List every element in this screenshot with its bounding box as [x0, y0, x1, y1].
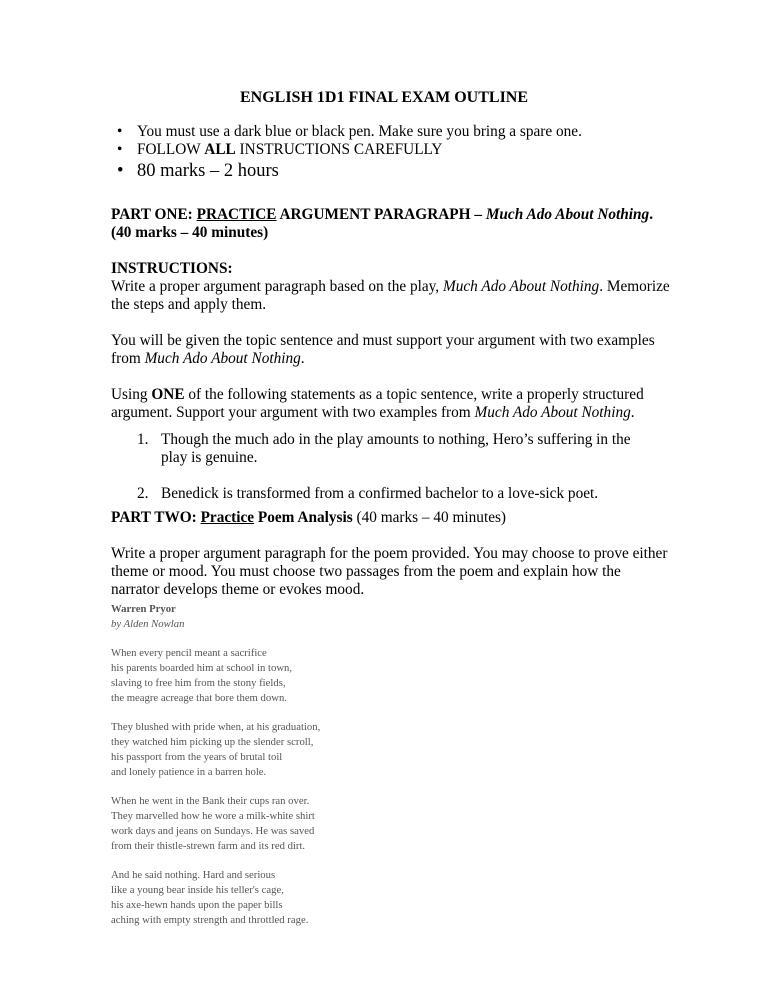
poem-line: When every pencil meant a sacrifice	[111, 647, 267, 660]
statements-list	[111, 431, 635, 503]
poem-line: They blushed with pride when, at his graduation,	[111, 721, 321, 734]
poem-line: work days and jeans on Sundays. He was saved	[111, 824, 315, 837]
list-item: • 80 marks – 2 hours	[111, 159, 582, 183]
poem	[111, 602, 320, 942]
poem-line: his axe-hewn hands upon the paper bills	[111, 898, 283, 911]
requirements-list	[111, 123, 582, 183]
instructions-heading: INSTRUCTIONS:	[111, 260, 233, 277]
list-item: • You must use a dark blue or black pen. Make sure you bring a spare one.	[111, 123, 582, 141]
part-one-heading: PART ONE: PRACTICE ARGUMENT PARAGRAPH – Much Ado About Nothing. (40 marks – 40 minutes)	[111, 206, 654, 241]
part-two-body: Write a proper argument paragraph for the poem provided. You may choose to prove either theme or mood. You must choose two passages from the poem and explain how the narrator develops theme or evokes mood.	[111, 545, 668, 598]
page-title: ENGLISH 1D1 FINAL EXAM OUTLINE	[239, 89, 529, 106]
poem-line: And he said nothing. Hard and serious	[111, 869, 276, 882]
list-item: 2. Benedick is transformed from a confirmed bachelor to a love-sick poet.	[137, 485, 599, 502]
poem-line: they watched him picking up the slender scroll,	[111, 736, 314, 749]
instructions: INSTRUCTIONS: Write a proper argument paragraph based on the play, Much Ado About Nothing. Memorize the steps and apply them. You will be given the topic sentence and must support your argument with two examples from Much Ado About Nothing. Using ONE of the following statements as a topic sentence, write a properly structured argument. Support your argument with two examples from Much Ado About Nothing.	[111, 260, 670, 421]
poem-stanza	[111, 720, 320, 779]
poem-author: by Alden Nowlan	[111, 617, 185, 630]
poem-stanza	[111, 868, 320, 927]
poem-line: aching with empty strength and throttled rage.	[111, 913, 309, 926]
poem-line: his passport from the years of brutal toil	[111, 750, 283, 763]
poem-title: Warren Pryor	[111, 603, 176, 615]
list-item: • FOLLOW ALL INSTRUCTIONS CAREFULLY	[111, 141, 582, 159]
poem-stanza	[111, 646, 320, 705]
poem-stanza	[111, 794, 320, 853]
poem-line: When he went in the Bank their cups ran over.	[111, 795, 310, 808]
part-two-heading: PART TWO: Practice Poem Analysis (40 marks – 40 minutes)	[111, 509, 507, 526]
poem-line: his parents boarded him at school in town,	[111, 662, 293, 675]
poem-line: and lonely patience in a barren hole.	[111, 765, 267, 778]
poem-line: slaving to free him from the stony fields,	[111, 676, 286, 689]
poem-line: the meagre acreage that bore them down.	[111, 691, 287, 704]
poem-line: like a young bear inside his teller's cage,	[111, 884, 284, 897]
list-item: 1. Though the much ado in the play amounts to nothing, Hero’s suffering in the play is genuine.	[137, 431, 631, 466]
poem-line: They marvelled how he wore a milk-white shirt	[111, 810, 315, 823]
poem-line: from their thistle-strewn farm and its red dirt.	[111, 839, 306, 852]
